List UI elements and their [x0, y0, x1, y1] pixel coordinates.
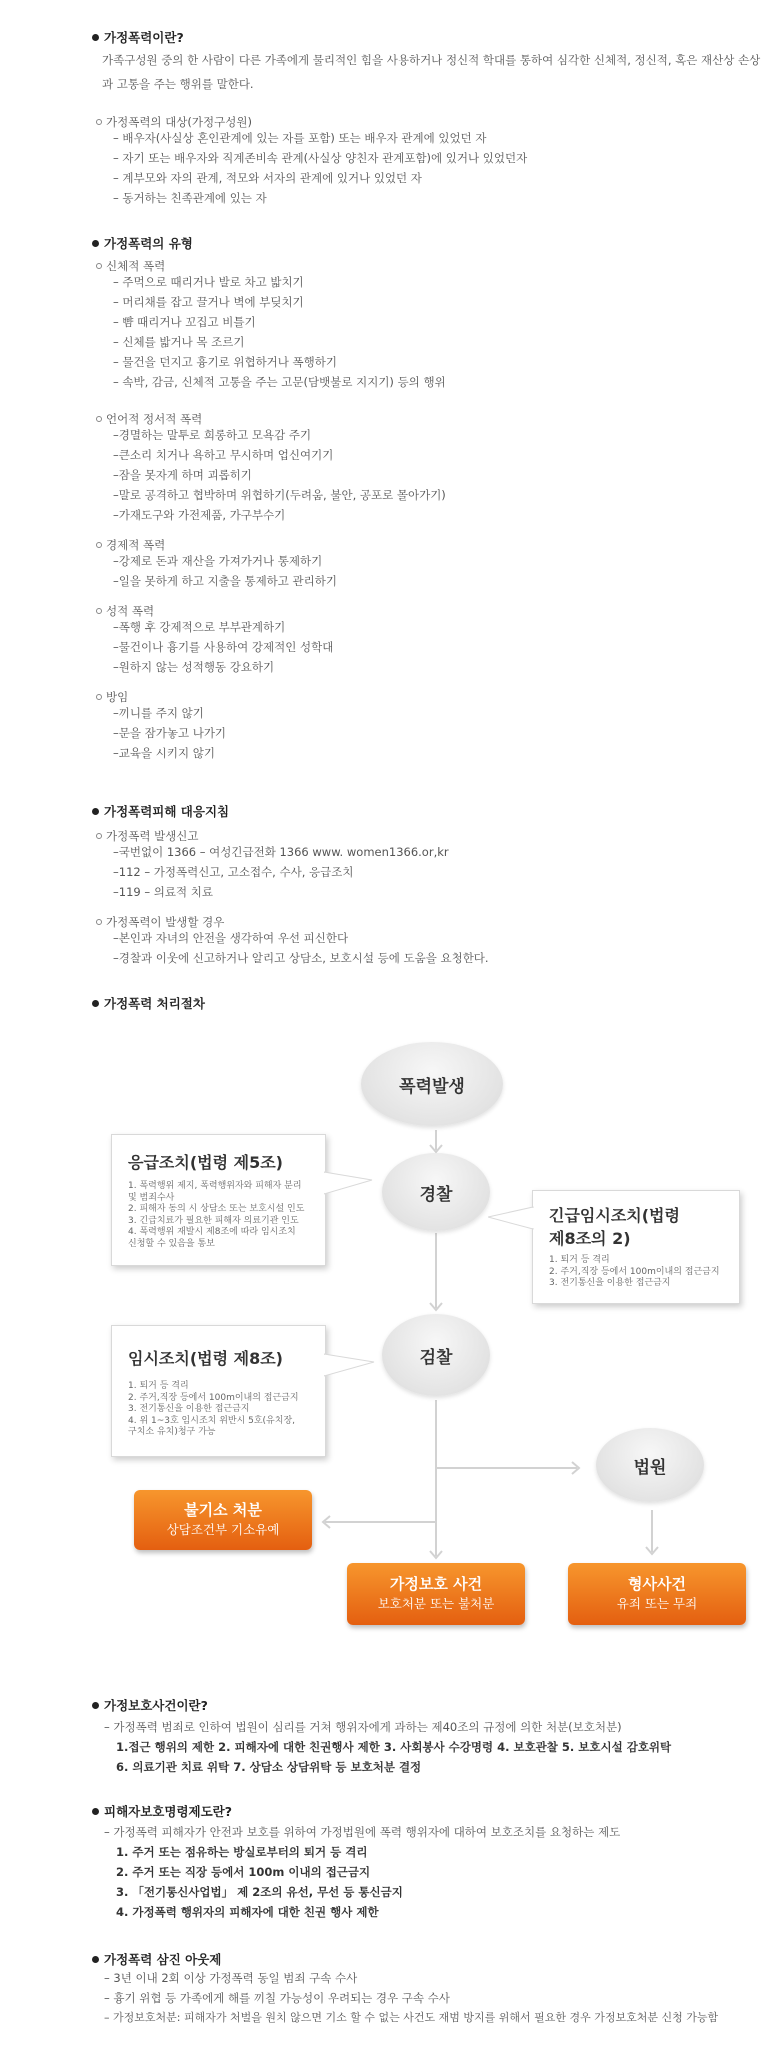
subsection-physical: 신체적 폭력	[96, 258, 165, 274]
subsection-report: 가정폭력 발생신고	[96, 828, 199, 844]
list-item: – 주먹으로 때리거나 발로 차고 밟치기	[113, 275, 304, 289]
subsection-when-occurs: 가정폭력이 발생할 경우	[96, 914, 224, 930]
list-item: –본인과 자녀의 안전을 생각하여 우선 피신한다	[113, 931, 349, 945]
callout-line: 3. 긴급치료가 필요한 피해자 의료기관 인도	[128, 1215, 299, 1226]
list-item: –잠을 못자게 하며 괴롭히기	[113, 468, 252, 482]
family-case-definition: – 가정폭력 범죄로 인하여 법원이 심리를 거쳐 행위자에게 과하는 제40조의 규정에 의한 처분(보호처분)	[104, 1720, 622, 1734]
callout-line: 2. 주거,직장 등에서 100m이내의 접근금지	[128, 1392, 299, 1403]
list-item: – 계부모와 자의 관계, 적모와 서자의 관계에 있거나 있었던 자	[113, 171, 422, 185]
callout-line: 1. 퇴거 등 격리	[549, 1255, 610, 1265]
list-item: – 머리채를 잡고 끌거나 벽에 부딪치기	[113, 295, 304, 309]
definition-paragraph: 가족구성원 중의 한 사람이 다른 가족에게 물리적인 힘을 사용하거나 정신적 학대를 통하여 심각한 신체적, 정신적, 혹은 재산상 손상과 고통을 주는 행위를 말한다.	[102, 53, 761, 91]
node-violence-occurs: 폭력발생	[361, 1042, 503, 1126]
callout-pointer-icon	[324, 1170, 374, 1200]
list-item: – 3년 이내 2회 이상 가정폭력 동일 범죄 구속 수사	[104, 1971, 358, 1985]
callout-line: 3. 전기통신을 이용한 접근금지	[549, 1278, 671, 1288]
callout-line: 4. 폭력행위 재발시 제8조에 따라 임시조치	[128, 1227, 296, 1237]
callout-pointer-icon	[324, 1352, 376, 1382]
list-item: –원하지 않는 성적행동 강요하기	[113, 660, 275, 674]
list-item: –교육을 시키지 않기	[113, 746, 215, 760]
list-item: –일을 못하게 하고 지출을 통제하고 관리하기	[113, 574, 337, 588]
bullet-icon	[92, 1956, 99, 1963]
list-item: –말로 공격하고 협박하며 위협하기(두려움, 불안, 공포로 몰아가기)	[113, 488, 446, 502]
callout-line: 4. 위 1~3호 임시조치 위반시 5호(유치장,	[128, 1415, 296, 1426]
subsection-neglect: 방임	[96, 689, 128, 705]
callout-title: 제8조의 2)	[549, 1229, 631, 1248]
callout-line: 1. 폭력행위 제지, 폭력행위자와 피해자 분리	[128, 1181, 302, 1191]
section-title-what-is-dv: 가정폭력이란?	[92, 28, 184, 46]
callout-title: 긴급임시조치(법령	[549, 1206, 680, 1225]
list-item: 1. 주거 또는 점유하는 방실로부터의 퇴거 등 격리	[116, 1845, 368, 1859]
list-item: –물건이나 흉기를 사용하여 강제적인 성학대	[113, 640, 334, 654]
list-item: –큰소리 치거나 욕하고 무시하며 업신여기기	[113, 448, 334, 462]
list-item: – 뺨 때리거나 꼬집고 비틀기	[113, 315, 256, 329]
node-prosecution: 검찰	[382, 1314, 490, 1396]
section-title-response-guide: 가정폭력피해 대응지침	[92, 802, 229, 820]
result-family-protection-case: 가정보호 사건 보호처분 또는 불처분	[347, 1563, 525, 1625]
result-no-prosecution: 불기소 처분 상담조건부 기소유예	[134, 1490, 312, 1550]
result-criminal-case: 형사사건 유죄 또는 무죄	[568, 1563, 746, 1625]
node-court: 법원	[596, 1428, 704, 1502]
callout-urgent-temporary-measures	[532, 1190, 740, 1304]
list-item: –문을 잠가놓고 나가기	[113, 726, 227, 740]
subsection-sexual: 성적 폭력	[96, 603, 154, 619]
section-title-three-strikes: 가정폭력 삼진 아웃제	[92, 1950, 221, 1968]
list-item: – 배우자(사실상 혼인관계에 있는 자를 포함) 또는 배우자 관계에 있었던 자	[113, 131, 487, 145]
subsection-targets: 가정폭력의 대상(가정구성원)	[96, 114, 252, 130]
subsection-economic: 경제적 폭력	[96, 537, 165, 553]
list-item: – 동거하는 친족관계에 있는 자	[113, 191, 267, 205]
node-police: 경찰	[382, 1153, 490, 1231]
bullet-icon	[92, 1808, 99, 1815]
list-item: –가재도구와 가전제품, 가구부수기	[113, 508, 286, 522]
callout-title: 임시조치(법령 제8조)	[128, 1349, 283, 1368]
bullet-icon	[92, 1702, 99, 1709]
list-item: – 물건을 던지고 흉기로 위협하거나 폭행하기	[113, 355, 337, 369]
protection-order-list	[116, 1842, 403, 1922]
protective-dispositions-line: 6. 의료기관 치료 위탁 7. 상담소 상담위탁 등 보호처분 결정	[116, 1760, 422, 1774]
section-title-victim-protection-order: 피해자보호명령제도란?	[92, 1802, 232, 1820]
callout-line: 1. 퇴거 등 격리	[128, 1381, 189, 1391]
list-item: – 가정보호처분: 피해자가 처벌을 원치 않으면 기소 할 수 없는 사건도 재범 방지를 위해서 필요한 경우 가정보호처분 신청 가능함	[104, 2011, 719, 2024]
list-item: – 흉기 위협 등 가족에게 해를 끼칠 가능성이 우려되는 경우 구속 수사	[104, 1991, 450, 2005]
list-item: –경찰과 이웃에 신고하거나 알리고 상담소, 보호시설 등에 도움을 요청한다.	[113, 951, 489, 965]
list-item: –강제로 돈과 재산을 가져가거나 통제하기	[113, 554, 323, 568]
list-item: –국번없이 1366 – 여성긴급전화 1366 www. women1366.or,kr	[113, 845, 449, 859]
callout-emergency-measures	[111, 1134, 326, 1266]
list-item: –끼니를 주지 않기	[113, 706, 204, 720]
callout-line: 신청할 수 있음을 통보	[128, 1238, 215, 1249]
callout-line: 구치소 유치)청구 가능	[128, 1427, 216, 1437]
section-title-family-protection-case: 가정보호사건이란?	[92, 1696, 208, 1714]
list-item: –112 – 가정폭력신고, 고소접수, 수사, 응급조치	[113, 865, 354, 879]
section-title-dv-types: 가정폭력의 유형	[92, 234, 193, 252]
list-item: –경멸하는 말투로 희롱하고 모욕감 주기	[113, 428, 312, 442]
three-strikes-list	[104, 1968, 718, 2028]
callout-pointer-icon	[488, 1205, 534, 1235]
list-item: 4. 가정폭력 행위자의 피해자에 대한 친권 행사 제한	[116, 1905, 379, 1919]
list-item: 2. 주거 또는 직장 등에서 100m 이내의 접근금지	[116, 1865, 371, 1879]
list-item: – 신체를 밟거나 목 조르기	[113, 335, 245, 349]
callout-line: 및 범죄수사	[128, 1192, 175, 1203]
callout-title: 응급조치(법령 제5조)	[128, 1153, 283, 1172]
list-item: – 자기 또는 배우자와 직계존비속 관계(사실상 양친자 관계포함)에 있거나 있었던자	[113, 151, 528, 165]
protection-order-definition: – 가정폭력 피해자가 안전과 보호를 위하여 가정법원에 폭력 행위자에 대하여 보호조치를 요청하는 제도	[104, 1825, 621, 1839]
callout-line: 2. 주거,직장 등에서 100m이내의 접근금지	[549, 1266, 720, 1277]
list-item: –폭행 후 강제적으로 부부관계하기	[113, 620, 286, 634]
list-item: – 속박, 감금, 신체적 고통을 주는 고문(담뱃불로 지지기) 등의 행위	[113, 375, 446, 389]
callout-temporary-measures	[111, 1325, 326, 1457]
section-title-procedure: 가정폭력 처리절차	[92, 994, 205, 1012]
subsection-verbal: 언어적 정서적 폭력	[96, 411, 202, 427]
list-item: 3. 「전기통신사업법」 제 2조의 유선, 무선 등 통신금지	[116, 1885, 403, 1899]
callout-line: 2. 피해자 동의 시 상담소 또는 보호시설 인도	[128, 1204, 305, 1214]
protective-dispositions-line: 1.접근 행위의 제한 2. 피해자에 대한 친권행사 제한 3. 사회봉사 수강명령 4. 보호관찰 5. 보호시설 감호위탁	[116, 1740, 672, 1754]
callout-line: 3. 전기통신을 이용한 접근금지	[128, 1404, 250, 1414]
list-item: –119 – 의료적 치료	[113, 885, 213, 899]
